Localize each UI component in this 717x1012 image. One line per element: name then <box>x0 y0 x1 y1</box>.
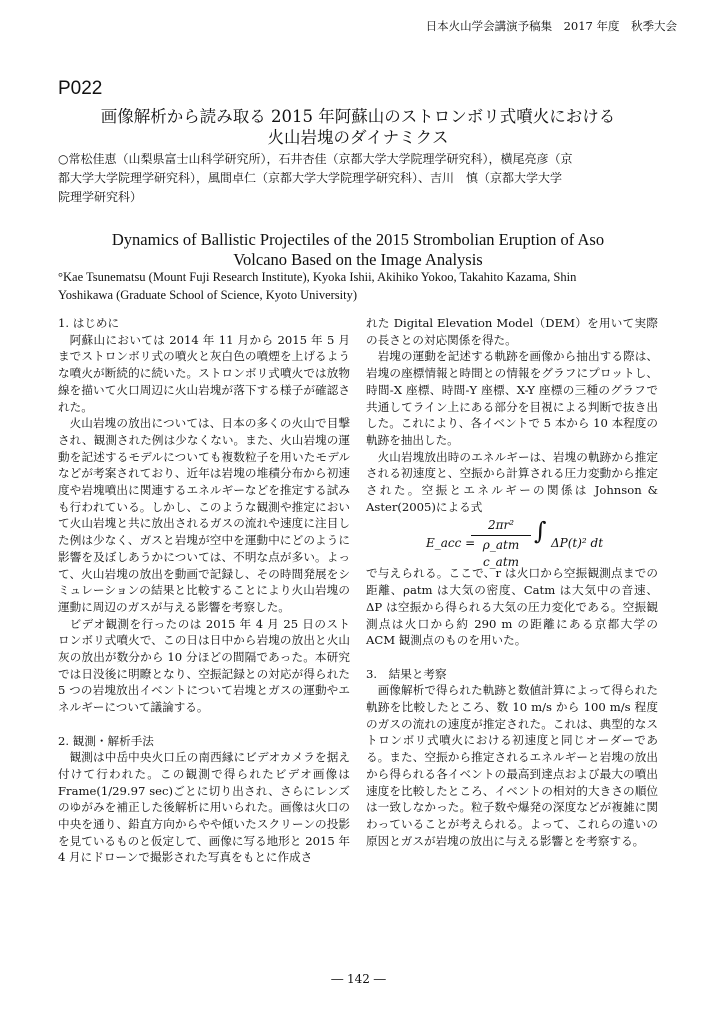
formula-numerator: 2πr² <box>471 517 531 536</box>
integral-sign: ∫ <box>534 517 547 546</box>
title-en-line-2: Volcano Based on the Image Analysis <box>233 250 483 269</box>
section-2-paragraph-4: で与えられる。ここで、r は火口から空振観測点までの距離、ρatm は大気の密度、Catm は大気中の音速、ΔP は空振から得られる大気の圧力変化である。空振観測点は火口から約 290 m の距離にある京都大学の ACM 観測点のものを用いた。 <box>366 566 658 648</box>
section-1-heading: 1. はじめに <box>58 316 120 330</box>
authors-ja-line-3: 院理学研究科） <box>58 190 143 204</box>
spacer <box>366 649 658 666</box>
formula-denominator: ρ_atm c_atm <box>482 538 520 569</box>
formula-fraction <box>471 517 531 570</box>
title-english <box>58 230 658 270</box>
authors-japanese <box>58 150 658 207</box>
authors-english <box>58 268 658 304</box>
spacer <box>58 716 350 733</box>
section-2-paragraph-continued: れた Digital Elevation Model（DEM）を用いて実際の長さとの対応関係を得た。 <box>366 316 658 347</box>
energy-formula <box>366 515 658 569</box>
section-2-heading: 2. 観測・解析手法 <box>58 733 154 748</box>
section-3-heading: 3. 結果と考察 <box>366 666 447 681</box>
formula-rhs: ΔP(t)² dt <box>551 536 604 551</box>
section-2-paragraph-3: 火山岩塊放出時のエネルギーは、岩塊の軌跡から推定される初速度と、空振から計算される圧力変動から推定された。空振とエネルギーの関係は Johnson & Aster(2005)による式 <box>366 449 658 514</box>
authors-en-line-1: °Kae Tsunematsu (Mount Fuji Research Institute), Kyoka Ishii, Akihiko Yokoo, Takahito Kazama, Shin <box>58 270 577 284</box>
section-1-paragraph-1: 阿蘇山においては 2014 年 11 月から 2015 年 5 月までストロンボリ式の噴火と灰白色の噴煙を上げるような噴火が断続的に続いた。ストロンボリ式噴火では放物線を描いて火口周辺に火山岩塊が落下する様子が確認された。 <box>58 332 350 414</box>
section-1-paragraph-3: ビデオ観測を行ったのは 2015 年 4 月 25 日のストロンボリ式噴火で、この日は日中から岩塊の放出と火山灰の放出が数分から 10 分ほどの間隔であった。本研究では日没後に明瞭となり、空振記録との対応が得られた 5 つの岩塊放出イベントについて岩塊とガスの運動やエネルギーについて議論する。 <box>58 616 350 715</box>
authors-ja-line-1: ○常松佳恵（山梨県富士山科学研究所），石井杏佳（京都大学大学院理学研究科），横尾亮彦（京 <box>58 152 573 166</box>
left-column <box>58 315 350 866</box>
section-3-paragraph-1: 画像解析で得られた軌跡と数値計算によって得られた軌跡を比較したところ、数 10 m/s から 100 m/s 程度のガスの流れの速度が推定された。これは、典型的なストロンボリ式噴火における初速度と同じオーダーである。また、空振から推定されるエネルギーと岩塊の放出から得られる各イベントの最高到達点および最大の噴出速度を比較したところ、イベントの相対的大きさの順位は一致しなかった。粒子数や爆発の深度などが複雑に関わっていることが考えられる。よって、これらの違いの原因とガスが岩塊の放出に与える影響とを考察する。 <box>366 683 658 848</box>
formula-lhs: E_acc = <box>426 536 476 551</box>
title-ja-line-2: 火山岩塊のダイナミクス <box>267 128 449 147</box>
right-column <box>366 315 658 849</box>
authors-ja-line-2: 都大学大学院理学研究科），風間卓仁（京都大学大学院理学研究科）、吉川 慎（京都大学大学 <box>58 171 563 185</box>
title-ja-line-1: 画像解析から読み取る 2015 年阿蘇山のストロンボリ式噴火における <box>100 107 616 126</box>
authors-en-line-2: Yoshikawa (Graduate School of Science, Kyoto University) <box>58 288 358 302</box>
section-1-paragraph-2: 火山岩塊の放出については、日本の多くの火山で目撃され、観測された例は少なくない。また、火山岩塊の運動を記述するモデルについても複数粒子を用いたモデルなどが考案されており、近年は岩塊の堆積分布から初速度や岩塊噴出に関連するエネルギーなどを推定する試みも行われている。しかし、このような観測や推定において火山岩塊と共に放出されるガスの流れや速度に注目した例は少なく、ガスと岩塊が空中を運動中にどのように影響を及ぼしあうかについては、不明な点が多い。よって、火山岩塊の放出を動画で記録し、その時間発展をシミュレーションの結果と比較することにより火山岩塊の運動に周辺のガスが与える影響を考察した。 <box>58 416 350 614</box>
running-header: 日本火山学会講演予稿集 2017 年度 秋季大会 <box>425 19 677 33</box>
paper-id: P022 <box>58 78 103 99</box>
section-2-paragraph-1: 観測は中岳中央火口丘の南西縁にビデオカメラを据え付けて行われた。この観測で得られたビデオ画像は Frame(1/29.97 sec)ごとに切り出され、さらにレンズのゆがみを補正した後解析に用いられた。画像は火口の中央を通り、鉛直方向からやや傾いたスクリーンの投影を見ているものと仮定して、画像に写る地形と 2015 年 4 月にドローンで撮影された写真をもとに作成さ <box>58 750 350 865</box>
section-2-paragraph-2: 岩塊の運動を記述する軌跡を画像から抽出する際は、岩塊の座標情報と時間との情報をグラフにプロットし、時間-X 座標、時間-Y 座標、X-Y 座標の三種のグラフで共通してライン上にある部分を目視による判断で抜き出した。これにより、各イベントで 5 本から 10 本程度の軌跡を抽出した。 <box>366 349 658 447</box>
title-en-line-1: Dynamics of Ballistic Projectiles of the 2015 Strombolian Eruption of Aso <box>111 230 605 249</box>
page-number: ― 142 ― <box>331 972 386 986</box>
title-japanese <box>58 106 658 148</box>
